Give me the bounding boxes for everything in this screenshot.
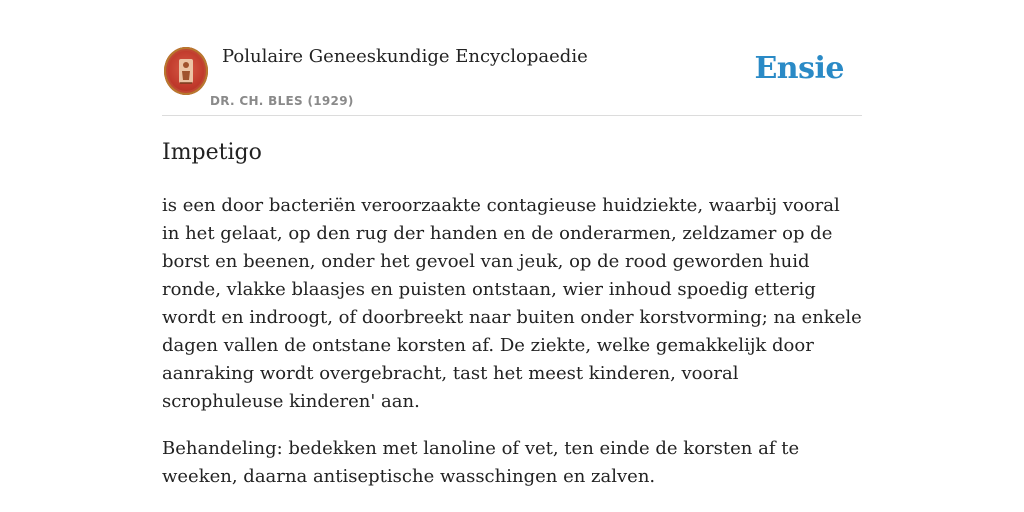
encyclopedia-cover-icon[interactable]	[164, 47, 208, 95]
article-body	[162, 192, 862, 510]
ensie-logo-link[interactable]: Ensie	[754, 51, 844, 86]
site-header	[162, 0, 862, 116]
article-title: Impetigo	[162, 140, 262, 165]
page-container	[162, 0, 862, 487]
article-paragraph: is een door bacteriën veroorzaakte contagieuse huidziekte, waarbij vooral in het gelaat, op den rug der handen en de onderarmen, zeldzamer op de borst en beenen, onder het gevoel van jeuk, op de rood geworden huid ronde, vlakke blaasjes en puisten ontstaan, wier inhoud spoedig etterig wordt en indroogt, of doorbreekt naar buiten onder korstvorming; na enkele dagen vallen de ontstane korsten af. De ziekte, welke gemakkelijk door aanraking wordt overgebracht, tast het meest kinderen, vooral scrophuleuse kinderen' aan.	[162, 195, 862, 412]
site-title[interactable]: Polulaire Geneeskundige Encyclopaedie	[222, 46, 588, 67]
author-subtitle: DR. CH. BLES (1929)	[210, 94, 354, 108]
article-paragraph: Behandeling: bedekken met lanoline of vet, ten einde de korsten af te weeken, daarna antiseptische wasschingen en zalven.	[162, 438, 800, 487]
